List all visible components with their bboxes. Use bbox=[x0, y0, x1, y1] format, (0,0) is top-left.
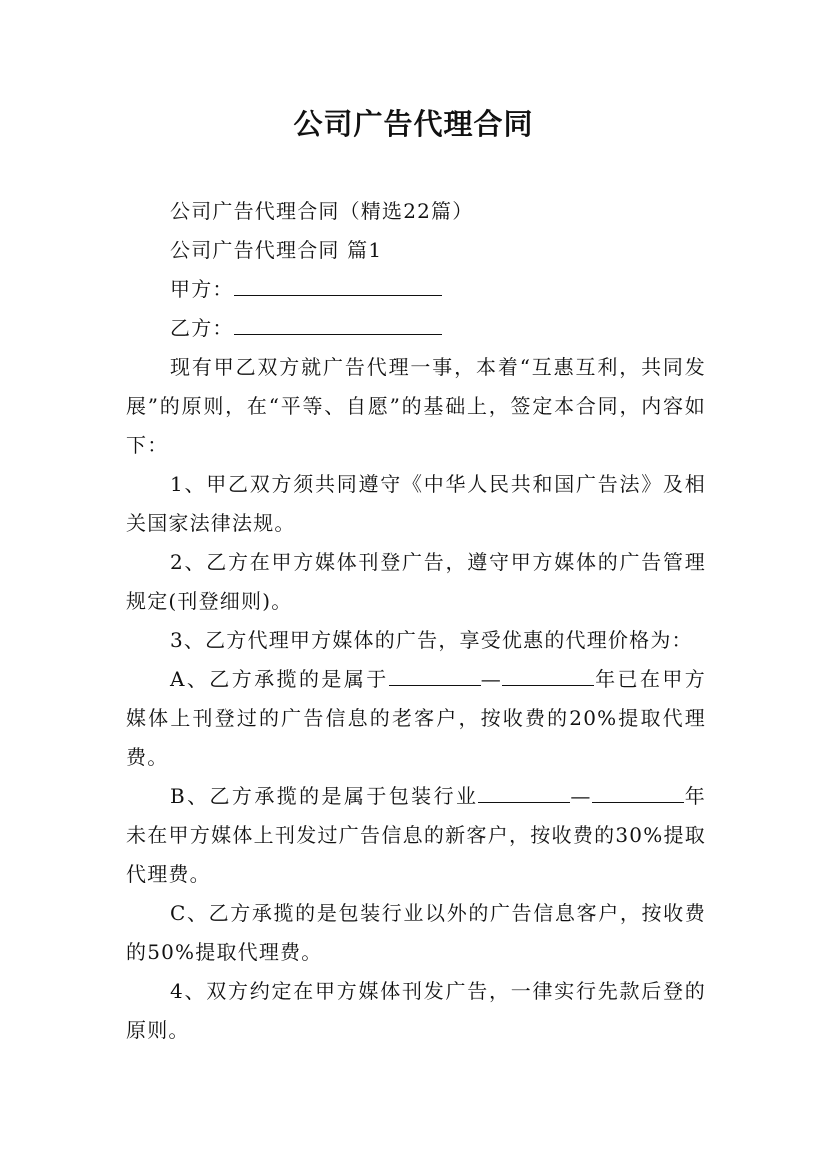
party-b-label: 乙方： bbox=[170, 316, 234, 340]
clause-b-text-1: B、乙方承揽的是属于包装行业 bbox=[170, 784, 479, 808]
clause-4: 4、双方约定在甲方媒体刊发广告，一律实行先款后登的原则。 bbox=[126, 979, 706, 1042]
clause-a-text-1: A、乙方承揽的是属于 bbox=[170, 667, 389, 691]
clause-b-blank-1 bbox=[478, 778, 570, 803]
intro-paragraph: 现有甲乙双方就广告代理一事，本着“互惠互利，共同发展”的原则，在“平等、自愿”的基础上，签定本合同，内容如下： bbox=[126, 355, 706, 457]
clause-a-dash: — bbox=[480, 667, 502, 691]
party-a-blank bbox=[234, 271, 442, 296]
clause-a-blank-2 bbox=[502, 661, 594, 686]
clause-1: 1、甲乙双方须共同遵守《中华人民共和国广告法》及相关国家法律法规。 bbox=[126, 472, 706, 535]
clause-c: C、乙方承揽的是包装行业以外的广告信息客户，按收费的50%提取代理费。 bbox=[126, 901, 706, 964]
party-a-line bbox=[126, 270, 706, 309]
document-subtitle: 公司广告代理合同（精选22篇） bbox=[170, 199, 474, 223]
clause-a-text-2: 年已在甲方媒体上刊登过的广告信息的老客户，按收费的20%提取代理费。 bbox=[126, 667, 707, 769]
document-body bbox=[126, 192, 706, 1050]
clause-b-dash: — bbox=[570, 784, 592, 808]
party-b-blank bbox=[234, 310, 442, 335]
clause-2: 2、乙方在甲方媒体刊登广告，遵守甲方媒体的广告管理规定(刊登细则)。 bbox=[126, 550, 706, 613]
clause-3: 3、乙方代理甲方媒体的广告，享受优惠的代理价格为： bbox=[170, 628, 693, 652]
party-a-label: 甲方： bbox=[170, 277, 234, 301]
clause-b-blank-2 bbox=[592, 778, 684, 803]
section-heading: 公司广告代理合同 篇1 bbox=[170, 238, 383, 262]
clause-a bbox=[126, 660, 706, 777]
clause-a-blank-1 bbox=[389, 661, 481, 686]
document-title: 公司广告代理合同 bbox=[293, 107, 534, 141]
clause-b-text-2: 年未在甲方媒体上刊发过广告信息的新客户，按收费的30%提取代理费。 bbox=[126, 784, 707, 886]
party-b-line bbox=[126, 309, 706, 348]
clause-b bbox=[126, 777, 706, 894]
